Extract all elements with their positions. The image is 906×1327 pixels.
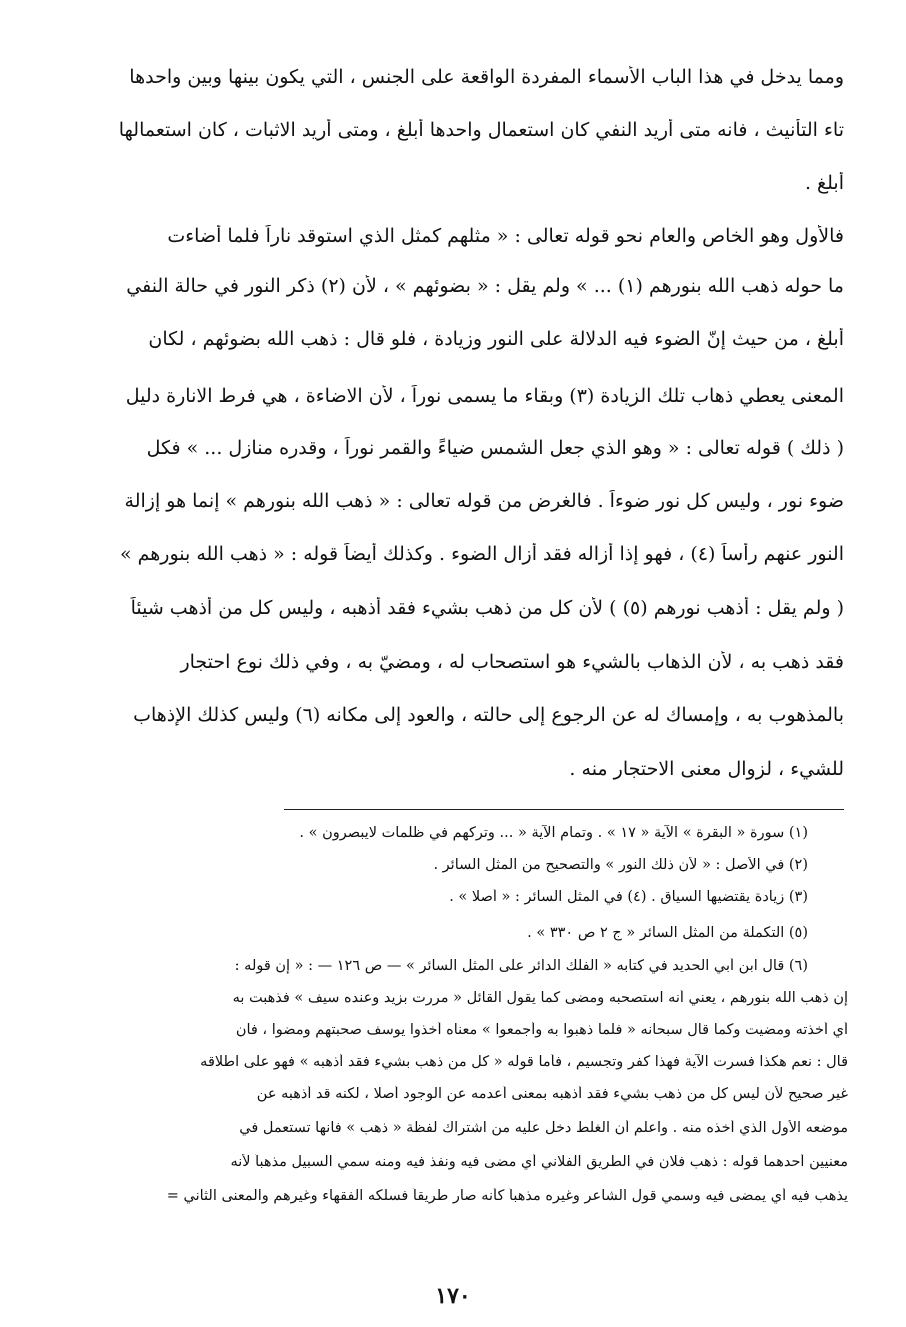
footnote-line: إن ذهب الله بنورهم ، يعني أنه استصحبه ومضى كما يقول القائل « مررت بزيد وعنده سيف » فذهبت به: [232, 990, 848, 1006]
body-line: فقد ذهب به ، لأن الذهاب بالشيء هو استصحاب له ، ومضيّ به ، وفي ذلك نوع احتجار: [180, 651, 844, 673]
body-line: ( ولم يقل : أذهب نورهم (٥) ) لأن كل من ذهب بشيء فقد أذهبه ، وليس كل من أذهب شيئاً: [130, 597, 844, 619]
body-line: أبلغ .: [804, 172, 844, 194]
footnote-line: (٢) في الأصل : « لأن ذلك النور » والتصحيح من المثل السائر .: [433, 857, 808, 873]
footnote-line: معنيين أحدهما قوله : ذهب فلان في الطريق الفلاني أي مضى فيه ونفذ فيه ومنه سمي السبيل مذهباً لأنه: [230, 1154, 848, 1170]
body-line: النور عنهم رأساً (٤) ، فهو إذا أزاله فقد أزال الضوء . وكذلك أيضاً قوله : « ذهب الله بنورهم »: [119, 543, 844, 565]
body-line: بالمذهوب به ، وإمساك له عن الرجوع إلى حالته ، والعود إلى مكانه (٦) وليس كذلك الإذهاب: [133, 704, 844, 726]
body-line: المعنى يعطي ذهاب تلك الزيادة (٣) وبقاء ما يسمى نوراً ، لأن الاضاءة ، هي فرط الانارة دليل: [125, 385, 844, 407]
footnote-line: غير صحيح لأن ليس كل من ذهب بشيء فقد أذهبه بمعنى أعدمه عن الوجود أصلا ، لكنه قد أذهبه عن: [256, 1086, 848, 1102]
footnote-line: أي أخذته ومضيت وكما قال سبحانه « فلما ذهبوا به وأجمعوا » معناه أخذوا يوسف صحبتهم ومضوا ، فان: [235, 1022, 848, 1038]
footnote-line: يذهب فيه أي يمضى فيه وسمي قول الشاعر وغيره مذهباً كأنه صار طريقاً فسلكه الفقهاء وغيرهم والمعنى الثاني =: [166, 1188, 848, 1204]
body-line: فالأول وهو الخاص والعام نحو قوله تعالى : « مثلهم كمثل الذي استوقد ناراً فلما أضاءت: [167, 225, 844, 247]
body-line: ( ذلك ) قوله تعالى : « وهو الذي جعل الشمس ضياءً والقمر نوراً ، وقدره منازل ... » فكل: [146, 437, 844, 459]
footnote-line: (٥) التكملة من المثل السائر « ج ٢ ص ٣٣٠ » .: [527, 925, 808, 941]
body-line: ومما يدخل في هذا الباب الأسماء المفردة الواقعة على الجنس ، التي يكون بينها وبين واحدها: [129, 66, 844, 88]
footnote-line: (٦) قال ابن أبي الحديد في كتابه « الفلك الدائر على المثل السائر » — ص ١٢٦ — : « إن قوله :: [234, 958, 808, 974]
body-line: ما حوله ذهب الله بنورهم (١) ... » ولم يقل : « بضوئهم » ، لأن (٢) ذكر النور في حالة النفي: [126, 275, 844, 297]
body-line: ضوء نور ، وليس كل نور ضوءاً . فالغرض من قوله تعالى : « ذهب الله بنورهم » إنما هو إزالة: [124, 490, 844, 512]
footnote-divider: [284, 809, 844, 810]
footnote-line: (١) سورة « البقرة » الآية « ١٧ » . وتمام الآية « ... وتركهم في ظلمات لايبصرون » .: [299, 825, 808, 841]
footnote-line: (٣) زيادة يقتضيها السياق . (٤) في المثل السائر : « أصلا » .: [449, 889, 808, 905]
page-number: ١٧٠: [435, 1283, 471, 1309]
footnote-line: موضعه الأول الذي أخذه منه . واعلم أن الغلط دخل عليه من اشتراك لفظة « ذهب » فانها تستعمل في: [239, 1120, 848, 1136]
body-line: أبلغ ، من حيث إنّ الضوء فيه الدلالة على النور وزيادة ، فلو قال : ذهب الله بضوئهم ، لكان: [148, 328, 844, 350]
body-line: للشيء ، لزوال معنى الاحتجار منه .: [569, 758, 844, 780]
footnote-line: قال : نعم هكذا فسرت الآية فهذا كفر وتجسيم ، فأما قوله « كل من ذهب بشيء فقد أذهبه » فهو على اطلاقه: [200, 1054, 848, 1070]
body-line: تاء التأنيث ، فانه متى أريد النفي كان استعمال واحدها أبلغ ، ومتى أريد الاثبات ، كان استعمالها: [118, 119, 844, 141]
